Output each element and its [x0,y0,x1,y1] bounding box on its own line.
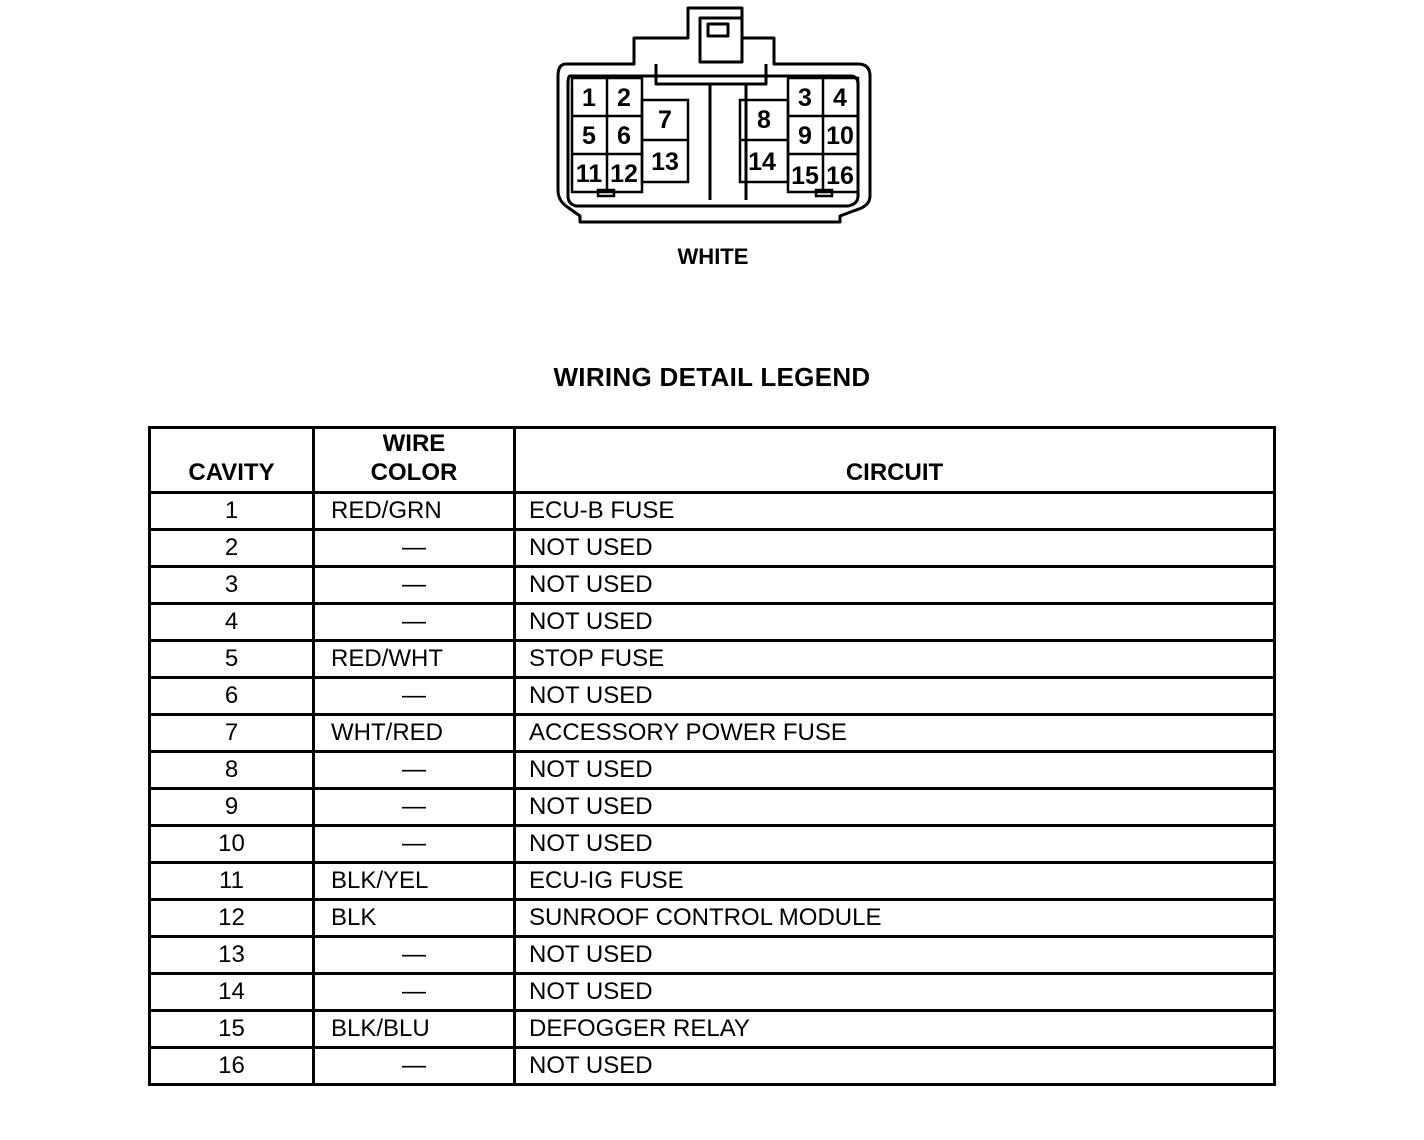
circuit-cell: NOT USED [515,974,1275,1011]
cavity-cell: 10 [150,826,314,863]
table-row [150,1011,1275,1048]
connector-color-label: WHITE [677,244,749,269]
wire-color-cell: — [314,604,515,641]
legend-header-row [150,428,1275,493]
wire-color-cell: — [314,974,515,1011]
wire-color-cell: — [314,678,515,715]
table-row [150,752,1275,789]
wire-color-cell: — [314,567,515,604]
center-divider [656,64,766,200]
wire-color-cell: — [314,1048,515,1085]
circuit-cell: ECU-B FUSE [515,493,1275,530]
cavity-cell: 12 [150,900,314,937]
table-row [150,530,1275,567]
cavity-cell: 16 [150,1048,314,1085]
cavity-8-label: 8 [757,106,771,134]
wire-color-cell: — [314,937,515,974]
cavity-9-label: 9 [798,122,812,150]
header-wire-color-line2: COLOR [370,459,458,486]
cavity-6-label: 6 [617,122,631,150]
connector-diagram [540,0,886,232]
wire-color-cell: WHT/RED [314,715,515,752]
cavity-cell: 9 [150,789,314,826]
legend-body [150,493,1275,1085]
legend-title: WIRING DETAIL LEGEND [553,362,871,392]
table-row [150,641,1275,678]
cavity-3-label: 3 [798,84,812,112]
cavity-cell: 15 [150,1011,314,1048]
circuit-cell: NOT USED [515,530,1275,567]
table-row [150,826,1275,863]
table-row [150,863,1275,900]
circuit-cell: SUNROOF CONTROL MODULE [515,900,1275,937]
circuit-cell: NOT USED [515,567,1275,604]
cavity-cell: 8 [150,752,314,789]
table-row [150,937,1275,974]
cavity-1-label: 1 [582,84,596,112]
cavity-14-label: 14 [748,148,776,176]
cavity-13-label: 13 [651,148,679,176]
cavity-cell: 1 [150,493,314,530]
circuit-cell: NOT USED [515,789,1275,826]
table-row [150,715,1275,752]
wire-color-cell: BLK [314,900,515,937]
circuit-cell: NOT USED [515,752,1275,789]
cavity-cell: 7 [150,715,314,752]
circuit-cell: STOP FUSE [515,641,1275,678]
circuit-cell: ACCESSORY POWER FUSE [515,715,1275,752]
circuit-cell: NOT USED [515,678,1275,715]
cavity-cell: 4 [150,604,314,641]
circuit-cell: NOT USED [515,826,1275,863]
header-wire-color [314,428,515,493]
table-row [150,1048,1275,1085]
cavity-4-label: 4 [833,84,847,112]
cavity-cell: 6 [150,678,314,715]
table-row [150,493,1275,530]
cavity-cell: 2 [150,530,314,567]
cavity-15-label: 15 [791,162,819,190]
wire-color-cell: — [314,752,515,789]
wiring-legend-table [148,426,1276,1086]
cavity-cell: 14 [150,974,314,1011]
circuit-cell: DEFOGGER RELAY [515,1011,1275,1048]
circuit-cell: NOT USED [515,1048,1275,1085]
wire-color-cell: — [314,530,515,567]
circuit-cell: NOT USED [515,604,1275,641]
wire-color-cell: BLK/YEL [314,863,515,900]
cavity-5-label: 5 [582,122,596,150]
cavity-cell: 13 [150,937,314,974]
table-row [150,900,1275,937]
table-row [150,974,1275,1011]
wire-color-cell: — [314,789,515,826]
wire-color-cell: BLK/BLU [314,1011,515,1048]
table-row [150,567,1275,604]
header-wire-color-line1: WIRE [382,430,446,457]
cavity-10-label: 10 [826,122,854,150]
circuit-cell: NOT USED [515,937,1275,974]
wire-color-cell: RED/GRN [314,493,515,530]
cavity-2-label: 2 [617,84,631,112]
table-row [150,789,1275,826]
wire-color-cell: RED/WHT [314,641,515,678]
header-circuit: CIRCUIT [515,428,1275,493]
circuit-cell: ECU-IG FUSE [515,863,1275,900]
cavity-cell: 5 [150,641,314,678]
cavity-16-label: 16 [826,162,854,190]
cavity-11-label: 11 [575,160,603,188]
cavity-cell: 3 [150,567,314,604]
cavity-cell: 11 [150,863,314,900]
cavity-7-label: 7 [658,106,672,134]
table-row [150,678,1275,715]
header-cavity: CAVITY [150,428,314,493]
table-row [150,604,1275,641]
wire-color-cell: — [314,826,515,863]
cavity-12-label: 12 [610,160,638,188]
